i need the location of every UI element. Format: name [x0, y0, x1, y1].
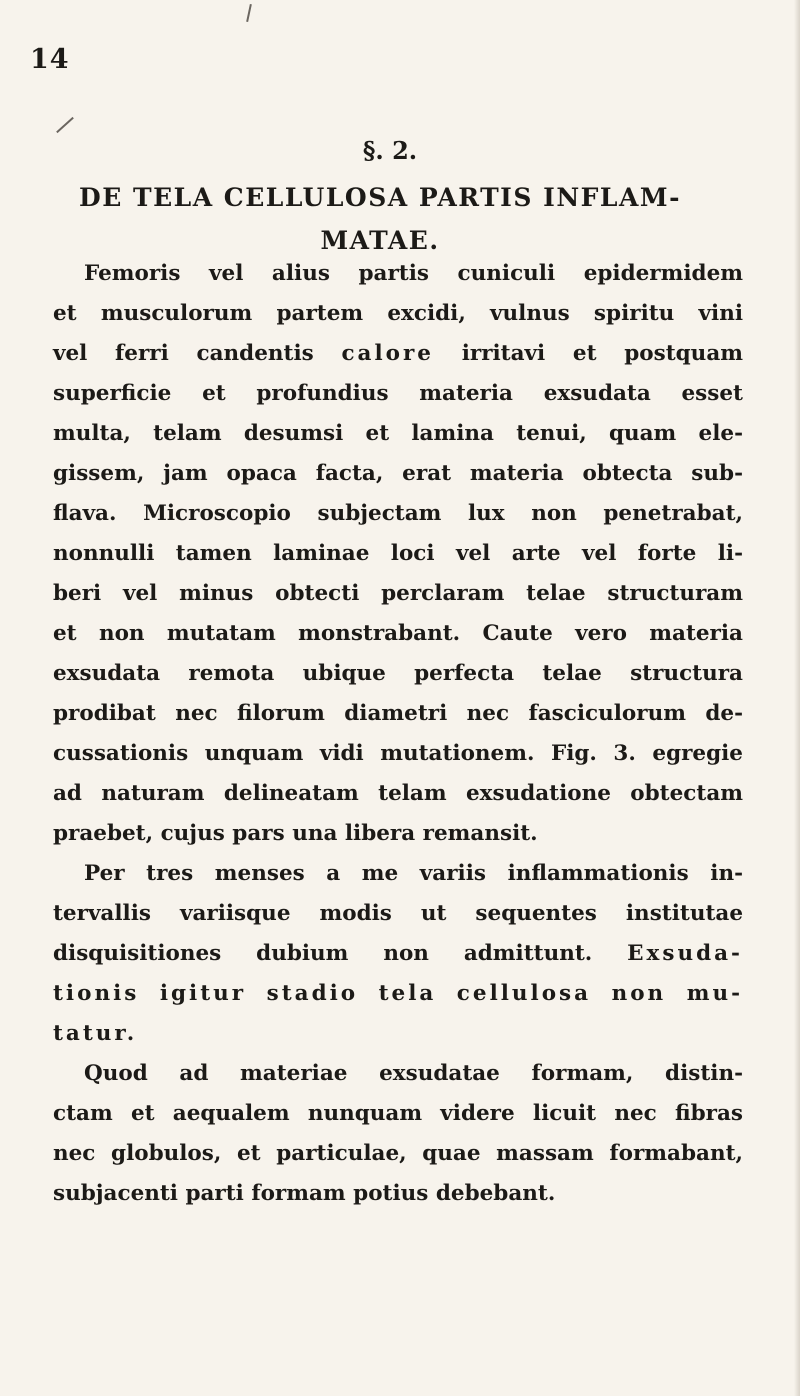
text-segment: disquisitiones dubium non admittunt. — [53, 941, 628, 966]
text-line: cussationis unquam vidi mutationem. Fig. 3. egregie — [53, 741, 743, 766]
text-line: ad naturam delineatam telam exsudatione obtectam — [53, 781, 743, 806]
section-mark: §. 2. — [362, 136, 418, 165]
text-line — [53, 934, 743, 974]
text-line: gissem, jam opaca facta, erat materia obtecta sub- — [53, 461, 743, 486]
text-line: tatur. — [53, 1021, 138, 1046]
spaced-word: calore — [341, 341, 434, 366]
text-line: et musculorum partem excidi, vulnus spiritu vini — [53, 301, 743, 326]
body-text — [53, 254, 743, 1214]
text-line: prodibat nec filorum diametri nec fasciculorum de- — [53, 701, 743, 726]
text-line: multa, telam desumsi et lamina tenui, quam ele- — [53, 421, 743, 446]
title-line: DE TELA CELLULOSA PARTIS INFLAM- — [79, 183, 681, 212]
scan-mark — [56, 117, 74, 133]
text-line: et non mutatam monstrabant. Caute vero materia — [53, 621, 743, 646]
page-edge — [794, 0, 800, 1396]
text-line: Per tres menses a me variis inflammationis in- — [84, 861, 743, 886]
text-line — [53, 334, 743, 374]
paragraph-1 — [53, 254, 743, 854]
text-line: exsudata remota ubique perfecta telae structura — [53, 661, 743, 686]
text-line: praebet, cujus pars una libera remansit. — [53, 821, 538, 846]
paragraph-3 — [53, 1054, 743, 1214]
text-line: flava. Microscopio subjectam lux non penetrabat, — [53, 501, 743, 526]
text-line: ctam et aequalem nunquam videre licuit nec fibras — [53, 1101, 743, 1126]
text-segment: irritavi et postquam — [433, 341, 743, 366]
page-number: 14 — [30, 44, 70, 75]
paragraph-2 — [53, 854, 743, 1054]
title-line: MATAE. — [320, 226, 440, 255]
text-line: beri vel minus obtecti perclaram telae structuram — [53, 581, 743, 606]
text-line: Quod ad materiae exsudatae formam, distin- — [84, 1061, 743, 1086]
section-title — [60, 176, 700, 262]
scan-mark — [246, 4, 252, 22]
text-line: nonnulli tamen laminae loci vel arte vel forte li- — [53, 541, 743, 566]
spaced-word: Exsuda- — [627, 941, 743, 966]
text-segment: vel ferri candentis — [53, 341, 342, 366]
text-line: subjacenti parti formam potius debebant. — [53, 1181, 556, 1206]
text-line: Femoris vel alius partis cuniculi epidermidem — [84, 261, 743, 286]
text-line: nec globulos, et particulae, quae massam formabant, — [53, 1141, 743, 1166]
text-line: tionis igitur stadio tela cellulosa non mu- — [53, 981, 743, 1006]
text-line: tervallis variisque modis ut sequentes institutae — [53, 901, 743, 926]
text-line: superficie et profundius materia exsudata esset — [53, 381, 743, 406]
